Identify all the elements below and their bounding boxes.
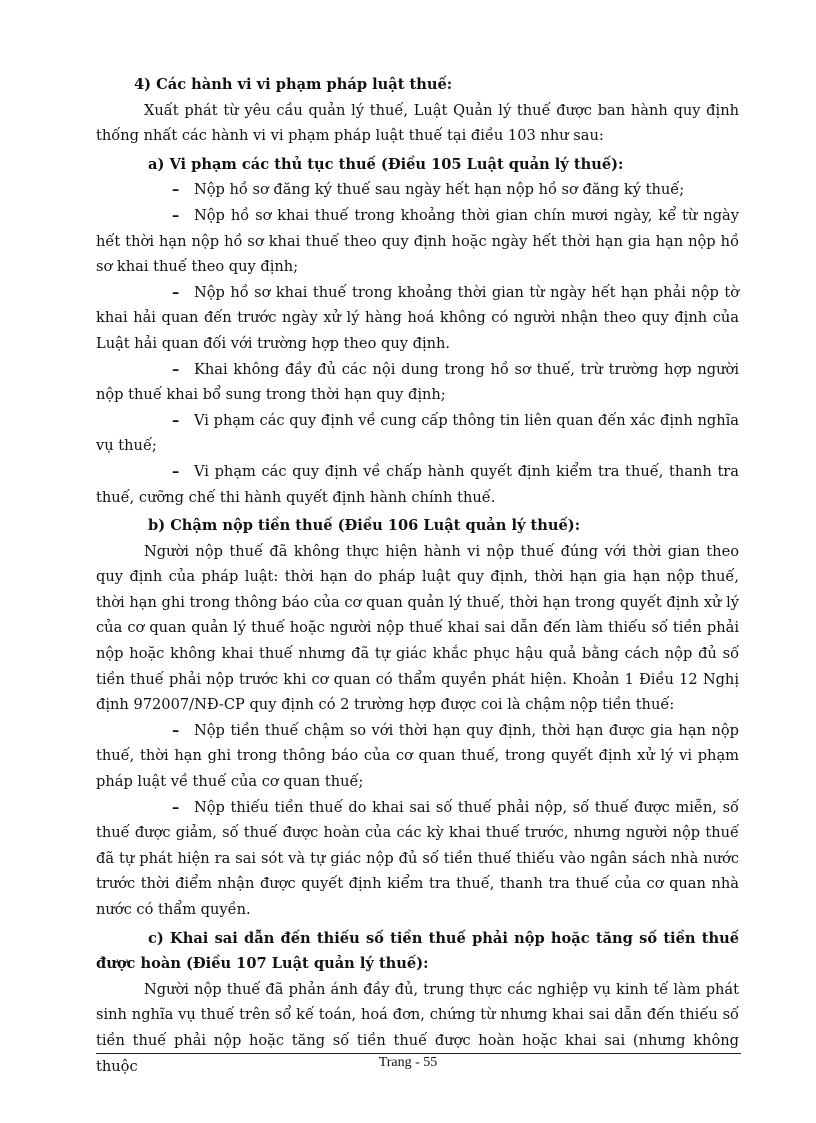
list-item-text: Nộp hồ sơ khai thuế trong khoảng thời gian chín mươi ngày, kể từ ngày hết thời hạn nộp hồ sơ khai thuế theo quy định hoặc ngày hết thời hạn gia hạn nộp hồ sơ khai thuế theo quy định; [96, 206, 739, 276]
paragraph: Xuất phát từ yêu cầu quản lý thuế, Luật Quản lý thuế được ban hành quy định thống nhất các hành vi vi phạm pháp luật thuế tại điều 103 như sau: [96, 101, 739, 145]
list-item [96, 459, 739, 510]
list-item-text: Vi phạm các quy định về chấp hành quyết định kiểm tra thuế, thanh tra thuế, cưỡng chế thi hành quyết định hành chính thuế. [96, 462, 739, 506]
bullet-dash: – [172, 181, 180, 199]
paragraph: Người nộp thuế đã không thực hiện hành vi nộp thuế đúng với thời gian theo quy định của pháp luật: thời hạn do pháp luật quy định, thời hạn gia hạn nộp thuế, thời hạn ghi trong thông báo của cơ quan quản lý thuế, thời hạn trong quyết định xử lý của cơ quan quản lý thuế hoặc người nộp thuế khai sai dẫn đến làm thiếu số tiền phải nộp hoặc không khai thuế nhưng đã tự giác khắc phục hậu quả bằng cách nộp đủ số tiền thuế phải nộp trước khi cơ quan có thẩm quyền phát hiện. Khoản 1 Điều 12 Nghị định 972007/NĐ-CP quy định có 2 trường hợp được coi là chậm nộp tiền thuế: [96, 542, 739, 714]
list-item-text: Nộp hồ sơ đăng ký thuế sau ngày hết hạn nộp hồ sơ đăng ký thuế; [194, 181, 685, 199]
list-item [96, 408, 739, 459]
paragraph: Người nộp thuế đã phản ánh đầy đủ, trung thực các nghiệp vụ kinh tế làm phát sinh nghĩa vụ thuế trên sổ kế toán, hoá đơn, chứng từ nhưng khai sai dẫn đến thiếu số tiền thuế phải nộp hoặc tăng số tiền thuế được hoàn hoặc khai sai (nhưng không thuộc [96, 980, 739, 1075]
bullet-dash: – [172, 206, 180, 224]
footer-divider [96, 1053, 741, 1054]
list-item-text: Khai không đầy đủ các nội dung trong hồ sơ thuế, trừ trường hợp người nộp thuế khai bổ sung trong thời hạn quy định; [96, 360, 739, 404]
subsection-heading-a: a) Vi phạm các thủ tục thuế (Điều 105 Luật quản lý thuế): [148, 155, 624, 173]
list-item [96, 795, 739, 923]
list-item-text: Nộp thiếu tiền thuế do khai sai số thuế phải nộp, số thuế được miễn, số thuế được giảm, số thuế được hoàn của các kỳ khai thuế trước, nhưng người nộp thuế đã tự phát hiện ra sai sót và tự giác nộp đủ số tiền thuế thiếu vào ngân sách nhà nước trước thời điểm nhận được quyết định kiểm tra thuế, thanh tra thuế của cơ quan nhà nước có thẩm quyền. [96, 798, 739, 918]
section-heading: 4) Các hành vi vi phạm pháp luật thuế: [134, 76, 453, 93]
bullet-dash: – [172, 411, 180, 429]
list-item-text: Vi phạm các quy định về cung cấp thông tin liên quan đến xác định nghĩa vụ thuế; [96, 411, 739, 455]
list-item-text: Nộp tiền thuế chậm so với thời hạn quy định, thời hạn được gia hạn nộp thuế, thời hạn ghi trong thông báo của cơ quan thuế, trong quyết định xử lý vi phạm pháp luật về thuế của cơ quan thuế; [96, 721, 739, 791]
bullet-dash: – [172, 283, 180, 301]
bullet-dash: – [172, 462, 180, 480]
list-item [96, 357, 739, 408]
bullet-dash: – [172, 721, 180, 739]
list-item [96, 203, 739, 280]
list-item-text: Nộp hồ sơ khai thuế trong khoảng thời gian từ ngày hết hạn phải nộp tờ khai hải quan đến trước ngày xử lý hàng hoá không có người nhận theo quy định của Luật hải quan đối với trường hợp theo quy định. [96, 283, 739, 352]
bullet-dash: – [172, 798, 180, 816]
list-b [96, 718, 739, 923]
subsection-heading-c: c) Khai sai dẫn đến thiếu số tiền thuế phải nộp hoặc tăng số tiền thuế được hoàn (Điều 107 Luật quản lý thuế): [96, 929, 739, 973]
page-body [96, 72, 739, 1079]
list-item [96, 177, 739, 203]
subsection-heading-b: b) Chậm nộp tiền thuế (Điều 106 Luật quản lý thuế): [148, 517, 581, 535]
bullet-dash: – [172, 360, 180, 378]
list-a [96, 177, 739, 510]
list-item [96, 718, 739, 795]
page-number: Trang - 55 [378, 1055, 438, 1070]
list-item [96, 280, 739, 357]
